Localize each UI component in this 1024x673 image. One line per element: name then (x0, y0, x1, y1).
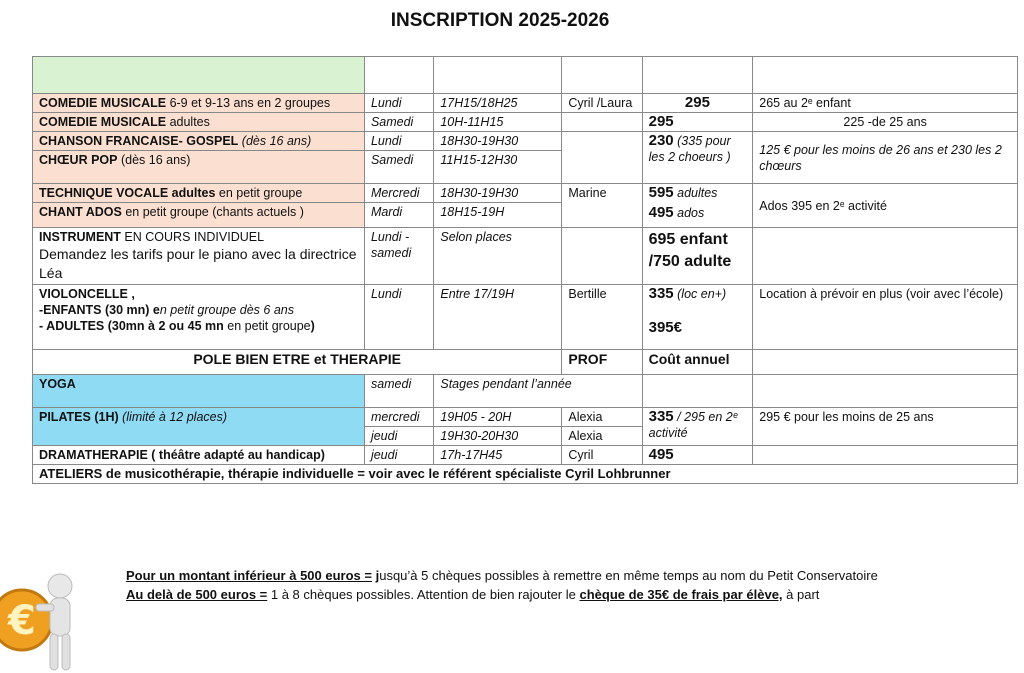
course-cell: TECHNIQUE VOCALE adultes en petit groupe (33, 184, 365, 203)
day-cell: Lundi (364, 94, 433, 113)
course-cell: VIOLONCELLE , -ENFANTS (30 mn) en petit groupe dès 6 ans - ADULTES (30mn à 2 ou 45 mn en petit groupe) (33, 285, 365, 350)
prof-cell: Cyril /Laura (562, 94, 642, 113)
note-cell (753, 228, 1018, 285)
prof-cell: Cyril (562, 446, 642, 465)
course-cell: YOGA (33, 375, 365, 408)
day-cell: Samedi (364, 113, 433, 132)
payment-notes (126, 566, 1006, 604)
note-cell (753, 375, 1018, 408)
svg-text:€: € (8, 598, 36, 644)
day-cell: samedi (364, 375, 433, 408)
time-cell: Stages pendant l’année (434, 375, 642, 408)
note-line-2: Au delà de 500 euros = 1 à 8 chèques possibles. Attention de bien rajouter le chèque de 35€ de frais par élève, à part (126, 587, 820, 602)
schedule-table (32, 56, 1018, 484)
time-cell: 17h-17H45 (434, 446, 562, 465)
price-cell: 335 (loc en+) 395€ (642, 285, 753, 350)
pole-title: POLE BIEN ETRE et THERAPIE (33, 350, 562, 375)
time-cell: 10H-11H15 (434, 113, 562, 132)
day-cell: Mardi (364, 203, 433, 228)
prof-cell: Marine (562, 184, 642, 228)
prof-cell (562, 113, 642, 132)
course-cell: COMEDIE MUSICALE adultes (33, 113, 365, 132)
course-cell: COMEDIE MUSICALE 6-9 et 9-13 ans en 2 groupes (33, 94, 365, 113)
course-cell: DRAMATHERAPIE ( théâtre adapté au handicap) (33, 446, 365, 465)
course-cell: CHANT ADOS en petit groupe (chants actuels ) (33, 203, 365, 228)
note-line-1: Pour un montant inférieur à 500 euros = jusqu’à 5 chèques possibles à remettre en même temps au nom du Petit Conservatoire (126, 568, 878, 583)
day-cell: Samedi (364, 151, 433, 184)
course-cell: CHŒUR POP (dès 16 ans) (33, 151, 365, 184)
course-cell: PILATES (1H) (limité à 12 places) (33, 408, 365, 446)
day-cell: Lundi (364, 132, 433, 151)
prof-header: PROF (562, 350, 642, 375)
table-row (33, 113, 1018, 132)
time-cell: 18H30-19H30 (434, 184, 562, 203)
note-cell: 295 € pour les moins de 25 ans (753, 408, 1018, 446)
time-cell: 19H30-20H30 (434, 427, 562, 446)
day-cell: Lundi - samedi (364, 228, 433, 285)
cost-header: Coût annuel (642, 350, 753, 375)
table-row (33, 94, 1018, 113)
ateliers-note: ATELIERS de musicothérapie, thérapie individuelle = voir avec le référent spécialiste Cyril Lohbrunner (33, 465, 1018, 484)
note-cell: 265 au 2ᵉ enfant (753, 94, 1018, 113)
table-row (33, 465, 1018, 484)
table-row (33, 285, 1018, 350)
header-row (33, 57, 1018, 94)
time-cell: 19H05 - 20H (434, 408, 562, 427)
table-row (33, 184, 1018, 203)
table-row (33, 228, 1018, 285)
prof-cell (562, 132, 642, 184)
price-cell (642, 375, 753, 408)
day-cell: Lundi (364, 285, 433, 350)
table-row (33, 408, 1018, 427)
price-cell: 335 / 295 en 2ᵉ activité (642, 408, 753, 446)
prof-cell (562, 228, 642, 285)
note-cell: 125 € pour les moins de 26 ans et 230 les 2 chœurs (753, 132, 1018, 184)
course-cell: INSTRUMENT EN COURS INDIVIDUEL Demandez les tarifs pour le piano avec la directrice Léa (33, 228, 365, 285)
price-cell: 495 (642, 446, 753, 465)
time-cell: 17H15/18H25 (434, 94, 562, 113)
time-cell: 18H15-19H (434, 203, 562, 228)
price-cell: 595 adultes 495 ados (642, 184, 753, 228)
euro-figure-icon (0, 570, 90, 673)
day-cell: jeudi (364, 427, 433, 446)
table-row (33, 132, 1018, 151)
pole-header-row (33, 350, 1018, 375)
price-cell: 295 (642, 94, 753, 113)
prof-cell: Bertille (562, 285, 642, 350)
time-cell: Entre 17/19H (434, 285, 562, 350)
time-cell: 18H30-19H30 (434, 132, 562, 151)
note-cell: Location à prévoir en plus (voir avec l’école) (753, 285, 1018, 350)
prof-cell: Alexia (562, 408, 642, 427)
note-cell: Ados 395 en 2ᵉ activité (753, 184, 1018, 228)
empty-cell (753, 350, 1018, 375)
note-cell: 225 -de 25 ans (753, 113, 1018, 132)
prof-cell: Alexia (562, 427, 642, 446)
table-row (33, 446, 1018, 465)
price-cell: 230 (335 pour les 2 choeurs ) (642, 132, 753, 184)
price-cell: 695 enfant /750 adulte (642, 228, 753, 285)
empty-cell (33, 57, 365, 94)
note-cell (753, 446, 1018, 465)
day-cell: mercredi (364, 408, 433, 427)
table-row (33, 375, 1018, 408)
day-cell: Mercredi (364, 184, 433, 203)
time-cell: 11H15-12H30 (434, 151, 562, 184)
page-title: INSCRIPTION 2025-2026 (390, 10, 610, 31)
day-cell: jeudi (364, 446, 433, 465)
time-cell: Selon places (434, 228, 562, 285)
course-cell: CHANSON FRANCAISE- GOSPEL (dès 16 ans) (33, 132, 365, 151)
price-cell: 295 (642, 113, 753, 132)
